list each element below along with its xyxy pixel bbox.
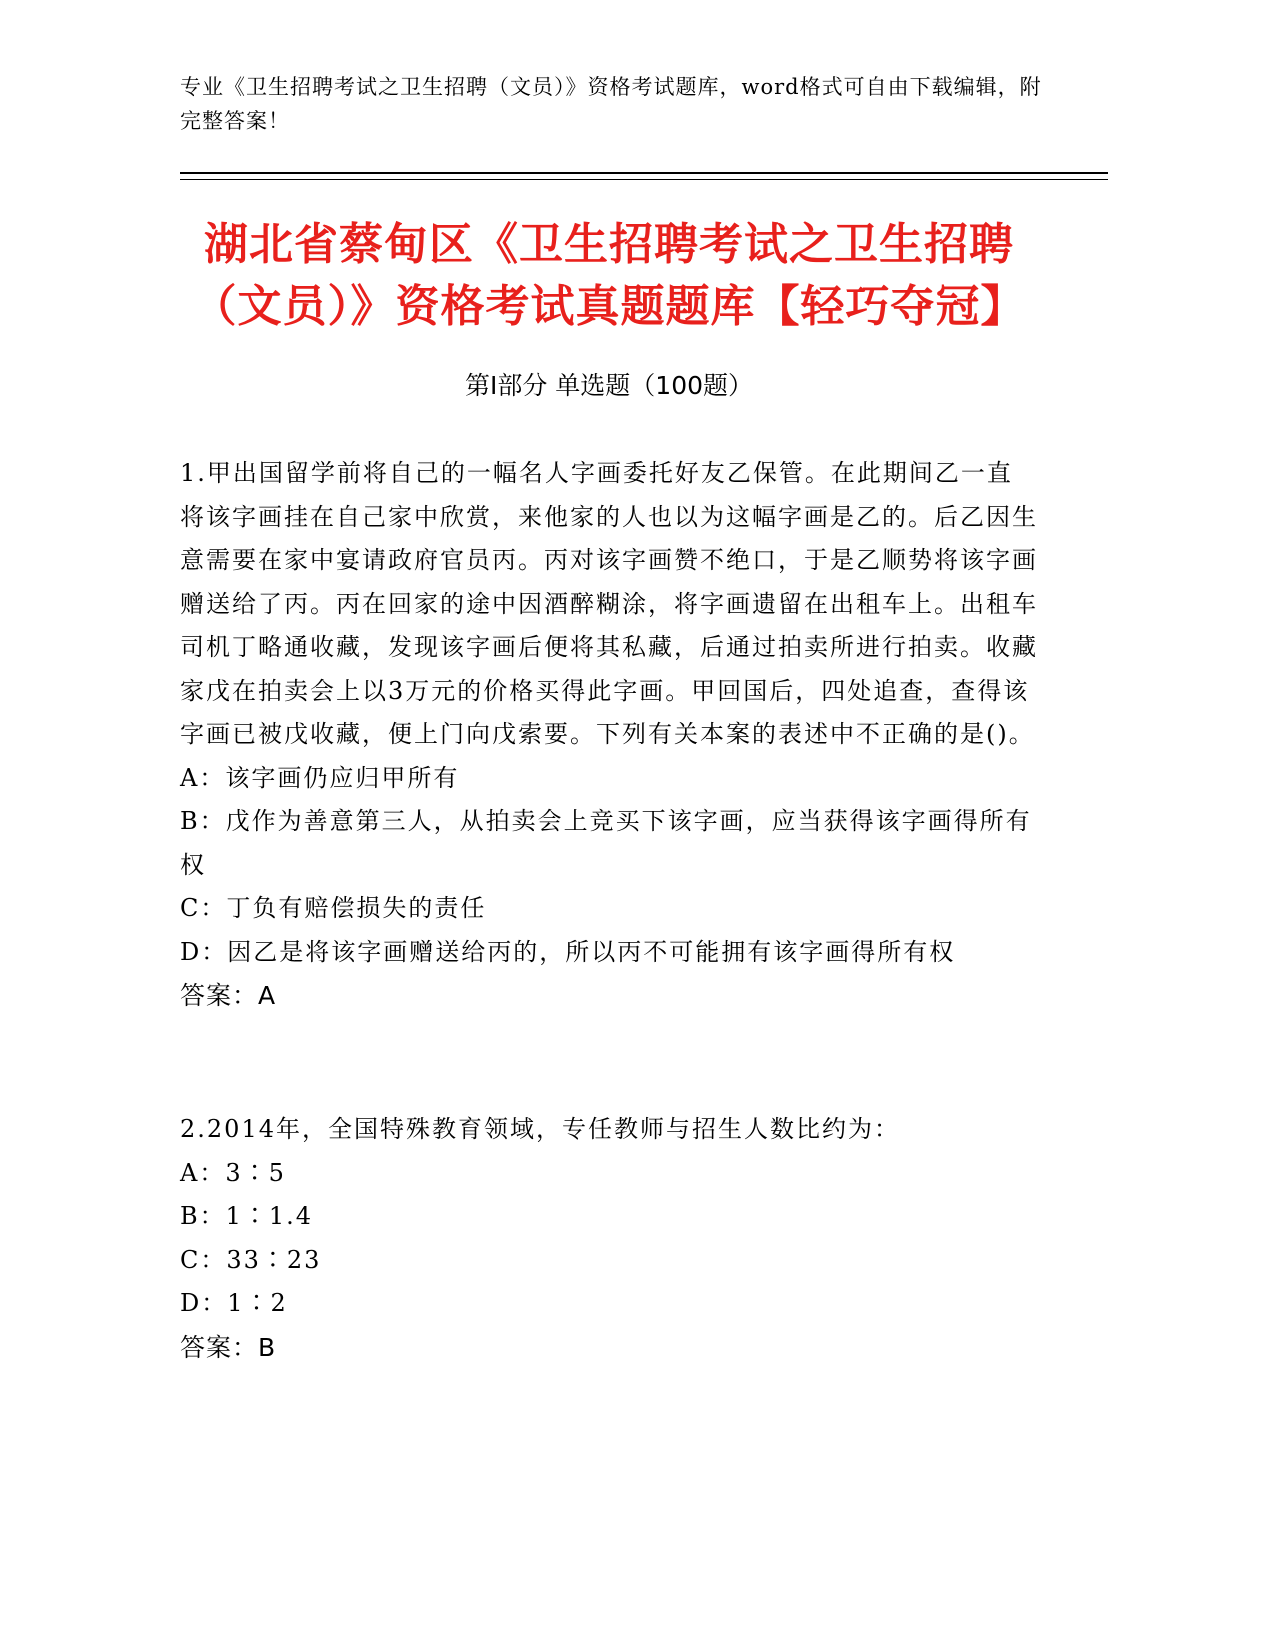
header-rule-thick	[180, 172, 1108, 174]
question-stem: 2.2014年，全国特殊教育领域，专任教师与招生人数比约为：	[180, 1115, 900, 1143]
header-rule-thin	[180, 179, 1108, 180]
answer: 答案：A	[180, 981, 277, 1010]
question-1	[180, 452, 1038, 1018]
option-b: B：戊作为善意第三人，从拍卖会上竞买下该字画，应当获得该字画得所有权	[180, 807, 1032, 879]
header-note: 专业《卫生招聘考试之卫生招聘（文员）》资格考试题库，word格式可自由下载编辑，附完整答案！	[180, 75, 1042, 133]
answer: 答案：B	[180, 1332, 277, 1362]
document-title: 湖北省蔡甸区《卫生招聘考试之卫生招聘（文员）》资格考试真题题库【轻巧夺冠】	[192, 219, 1026, 332]
option-a: A：该字画仍应归甲所有	[180, 763, 460, 792]
option-d: D：因乙是将该字画赠送给丙的，所以丙不可能拥有该字画得所有权	[180, 937, 956, 966]
option-d: D：1∶2	[180, 1289, 288, 1317]
section-title: 第I部分 单选题（100题）	[464, 371, 754, 400]
option-b: B：1∶1.4	[180, 1202, 314, 1230]
option-a: A：3∶5	[180, 1158, 286, 1187]
question-2	[180, 1108, 1038, 1369]
option-c: C：33∶23	[180, 1245, 322, 1274]
question-stem: 1.甲出国留学前将自己的一幅名人字画委托好友乙保管。在此期间乙一直将该字画挂在自己家中欣赏，来他家的人也以为这幅字画是乙的。后乙因生意需要在家中宴请政府官员丙。丙对该字画赞不绝口，于是乙顺势将该字画赠送给了丙。丙在回家的途中因酒醉糊涂，将字画遗留在出租车上。出租车司机丁略通收藏，发现该字画后便将其私藏，后通过拍卖所进行拍卖。收藏家戊在拍卖会上以3万元的价格买得此字画。甲回国后，四处追查，查得该字画已被戊收藏，便上门向戊索要。下列有关本案的表述中不正确的是()。	[180, 459, 1038, 748]
option-c: C：丁负有赔偿损失的责任	[180, 894, 487, 922]
